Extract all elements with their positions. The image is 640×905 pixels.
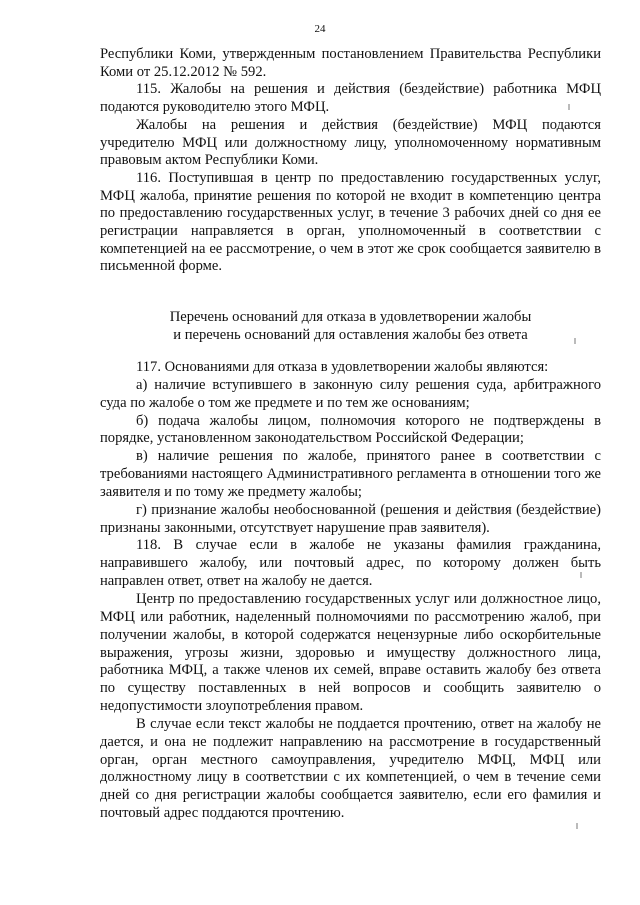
paragraph-continuation: Республики Коми, утвержденным постановлением Правительства Республики Коми от 25.12.2012 № 592. [100, 46, 601, 80]
section-heading-line-1: Перечень оснований для отказа в удовлетворении жалобы [169, 309, 532, 325]
paragraph-115-complaints-mfc: Жалобы на решения и действия (бездействие) МФЦ подаются учредителю МФЦ или должностному лицу, уполномоченному нормативным правовым актом Республики Коми. [100, 116, 601, 169]
paragraph-118: 118. В случае если в жалобе не указаны фамилия гражданина, направившего жалобу, или почтовый адрес, по которому должен быть направлен ответ, ответ на жалобу не дается. [100, 537, 601, 590]
paragraph-116: 116. Поступившая в центр по предоставлению государственных услуг, МФЦ жалоба, принятие решения по которой не входит в компетенцию центра по предоставлению государственных услуг, в течение 3 рабочих дней со дня ее регистрации направляется в орган, уполномоченный в соответствии с компетенцией на ее рассмотрение, о чем в этот же срок сообщается заявителю в письменной форме. [100, 169, 601, 275]
paragraph-117-a: а) наличие вступившего в законную силу решения суда, арбитражного суда по жалобе о том же предмете и по тем же основаниям; [100, 376, 601, 411]
paragraph-117-c: в) наличие решения по жалобе, принятого ранее в соответствии с требованиями настоящего Административного регламента в отношении того же заявителя и по тому же предмету жалобы; [100, 448, 601, 500]
paragraph-117-d: г) признание жалобы необоснованной (решения и действия (бездействие) признаны законными, отсутствует нарушение прав заявителя). [100, 501, 601, 536]
scan-artifact-mark [576, 823, 578, 829]
scan-artifact-mark [568, 104, 570, 110]
paragraph-118-unreadable-complaints: В случае если текст жалобы не поддается прочтению, ответ на жалобу не дается, и она не подлежит направлению на рассмотрение в государственный орган, орган местного самоуправления, учредителю МФЦ, МФЦ или должностному лицу в соответствии с их компетенцией, о чем в течение семи дней со дня регистрации жалобы сообщается заявителю, если его фамилия и почтовый адрес поддаются прочтению. [100, 715, 601, 822]
scan-artifact-mark [580, 572, 582, 578]
bottom-text-block [100, 359, 601, 823]
paragraph-117-b: б) подача жалобы лицом, полномочия которого не подтверждены в порядке, установленном законодательством Российской Федерации; [100, 412, 601, 447]
paragraph-115: 115. Жалобы на решения и действия (бездействие) работника МФЦ подаются руководителю этого МФЦ. [100, 81, 601, 116]
paragraph-117: 117. Основаниями для отказа в удовлетворении жалобы являются: [136, 359, 549, 375]
page-number: 24 [314, 23, 326, 35]
top-text-block [100, 46, 601, 276]
section-heading-line-2: и перечень оснований для оставления жалобы без ответа [173, 327, 528, 343]
section-heading [100, 308, 601, 344]
paragraph-118-obscene-complaints: Центр по предоставлению государственных услуг или должностное лицо, МФЦ или работник, наделенный полномочиями по рассмотрению жалоб, при получении жалобы, в которой содержатся нецензурные либо оскорбительные выражения, угрозы жизни, здоровью и имуществу должностного лица, работника МФЦ, а также членов их семей, вправе оставить жалобу без ответа по существу поставленных в ней вопросов и сообщить заявителю о недопустимости злоупотребления правом. [100, 590, 601, 715]
scan-artifact-mark [574, 338, 576, 344]
